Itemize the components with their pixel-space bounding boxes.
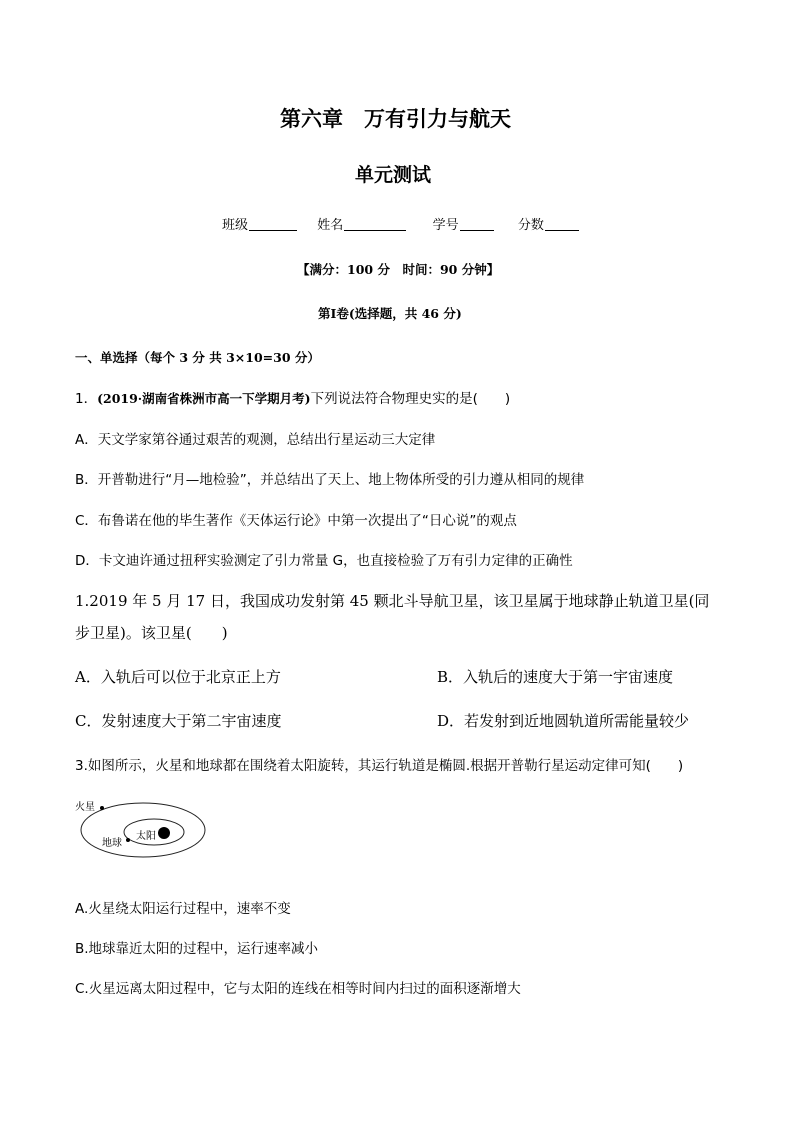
- question-1-option-d: D．卡文迪许通过扭秤实验测定了引力常量 G，也直接检验了万有引力定律的正确性: [75, 553, 573, 569]
- page-subtitle: 单元测试: [355, 164, 432, 186]
- question-1-option-a: A．天文学家第谷通过艰苦的观测，总结出行星运动三大定律: [75, 432, 436, 448]
- earth-label: 地球: [102, 838, 122, 849]
- question-1-option-b: B．开普勒进行“月—地检验”，并总结出了天上、地上物体所受的引力遵从相同的规律: [75, 472, 585, 488]
- question-1-option-c: C．布鲁诺在他的毕生著作《天体运行论》中第一次提出了“日心说”的观点: [75, 513, 517, 529]
- student-id-blank: [460, 218, 494, 231]
- question-2-option-a: A．入轨后可以位于北京正上方: [75, 668, 281, 686]
- question-text: 下列说法符合物理史实的是( ): [310, 391, 511, 407]
- part-title: 第Ⅰ卷(选择题，共 46 分): [318, 306, 462, 321]
- page-title: 第六章 万有引力与航天: [280, 107, 511, 131]
- question-2-option-c: C．发射速度大于第二宇宙速度: [75, 712, 282, 730]
- orbit-figure: [72, 788, 212, 860]
- mars-label: 火星: [75, 802, 95, 813]
- score-label: 分数: [517, 218, 544, 233]
- mars-icon: [100, 806, 104, 810]
- question-3-option-b: B.地球靠近太阳的过程中，运行速率减小: [75, 941, 319, 957]
- section-title: 一、单选择（每个 3 分 共 3×10=30 分）: [75, 350, 320, 365]
- question-3-stem: 3.如图所示，火星和地球都在围绕着太阳旋转，其运行轨道是椭圆.根据开普勒行星运动定律可知( ): [75, 758, 684, 774]
- sun-label: 太阳: [136, 831, 156, 842]
- question-3-option-a: A.火星绕太阳运行过程中，速率不变: [75, 901, 291, 917]
- question-2-stem-line2: 步卫星)。该卫星( ): [75, 624, 228, 642]
- question-3-option-c: C.火星远离太阳过程中，它与太阳的连线在相等时间内扫过的面积逐渐增大: [75, 981, 521, 997]
- exam-meta: 【满分：100 分 时间：90 分钟】: [297, 262, 500, 277]
- name-label: 姓名: [317, 218, 344, 233]
- question-2-stem-line1: 1.2019 年 5 月 17 日，我国成功发射第 45 颗北斗导航卫星，该卫星属于地球静止轨道卫星(同: [75, 592, 710, 610]
- question-1-stem: [75, 387, 510, 407]
- question-2-option-d: D．若发射到近地圆轨道所需能量较少: [437, 712, 690, 730]
- student-id-label: 学号: [432, 218, 459, 233]
- score-blank: [545, 218, 579, 231]
- question-2-option-b: B．入轨后的速度大于第一宇宙速度: [437, 668, 674, 686]
- name-blank: [344, 218, 406, 231]
- question-source: (2019·湖南省株洲市高一下学期月考): [97, 391, 311, 406]
- question-number: 1．: [75, 391, 98, 407]
- class-blank: [249, 218, 297, 231]
- sun-icon: [158, 827, 170, 839]
- earth-icon: [126, 838, 130, 842]
- class-label: 班级: [222, 218, 249, 233]
- student-info-line: [222, 214, 579, 233]
